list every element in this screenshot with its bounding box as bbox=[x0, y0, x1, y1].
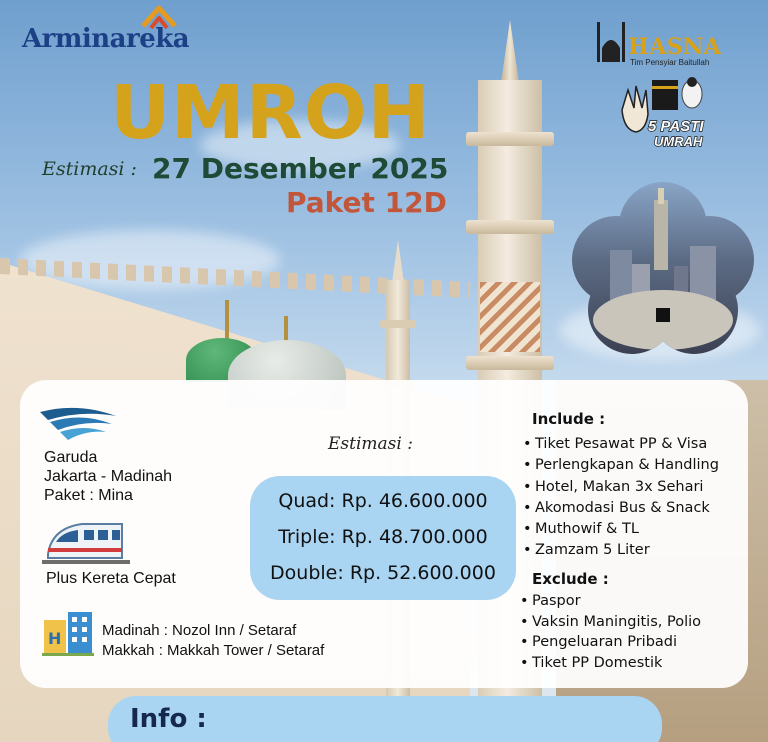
flight-route: Jakarta - Madinah bbox=[44, 468, 173, 485]
badge-line-2: UMRAH bbox=[654, 134, 703, 149]
train-icon bbox=[42, 514, 130, 570]
hotel-details bbox=[102, 621, 324, 661]
hotel-icon bbox=[42, 610, 94, 656]
partner-tagline: Tim Pensyiar Baitullah bbox=[630, 58, 710, 67]
list-item: • Zamzam 5 Liter bbox=[523, 542, 650, 559]
package-name: Paket 12D bbox=[286, 186, 447, 219]
estimate-label: Estimasi : bbox=[42, 158, 137, 180]
pasti-umrah-badge bbox=[618, 70, 714, 160]
list-item: • Hotel, Makan 3x Sehari bbox=[523, 478, 704, 495]
svg-text:H: H bbox=[48, 629, 62, 648]
price-double: Double: Rp. 52.600.000 bbox=[270, 562, 496, 584]
info-label: Info : bbox=[130, 704, 207, 734]
train-label: Plus Kereta Cepat bbox=[46, 570, 176, 587]
price-quad: Quad: Rp. 46.600.000 bbox=[278, 490, 488, 512]
airline-name: Garuda bbox=[44, 449, 98, 466]
flight-package: Paket : Mina bbox=[44, 487, 133, 504]
badge-line-1: 5 PASTI bbox=[648, 118, 704, 135]
partner-name: HASNA bbox=[628, 34, 722, 60]
exclude-list bbox=[520, 591, 701, 673]
hotel-madinah: Madinah : Nozol Inn / Setaraf bbox=[102, 622, 297, 639]
list-item: • Tiket Pesawat PP & Visa bbox=[523, 436, 708, 452]
include-heading: Include : bbox=[532, 410, 606, 428]
dome-finial bbox=[225, 300, 229, 340]
list-item: • Tiket PP Domestik bbox=[520, 654, 663, 671]
makkah-photo bbox=[570, 180, 756, 358]
brand-name: Arminareka bbox=[22, 24, 190, 54]
garuda-airline-icon bbox=[38, 402, 118, 448]
list-item: • Perlengkapan & Handling bbox=[523, 457, 719, 474]
price-estimate-label: Estimasi : bbox=[328, 434, 413, 454]
list-item: • Akomodasi Bus & Snack bbox=[523, 499, 710, 516]
hotel-makkah: Makkah : Makkah Tower / Setaraf bbox=[102, 642, 325, 659]
hasna-logo bbox=[594, 14, 754, 66]
list-item: • Paspor bbox=[520, 593, 581, 609]
flight-details bbox=[44, 448, 172, 505]
list-item: • Pengeluaran Pribadi bbox=[520, 634, 678, 650]
arminareka-logo bbox=[22, 4, 192, 54]
dome-finial bbox=[284, 316, 288, 342]
include-list bbox=[523, 434, 719, 562]
price-triple: Triple: Rp. 48.700.000 bbox=[278, 526, 488, 548]
page-title: UMROH bbox=[110, 70, 431, 156]
exclude-heading: Exclude : bbox=[532, 570, 609, 588]
list-item: • Muthowif & TL bbox=[523, 521, 639, 538]
departure-date: 27 Desember 2025 bbox=[152, 152, 449, 185]
list-item: • Vaksin Maningitis, Polio bbox=[520, 613, 702, 630]
mosque-icon bbox=[594, 14, 628, 64]
